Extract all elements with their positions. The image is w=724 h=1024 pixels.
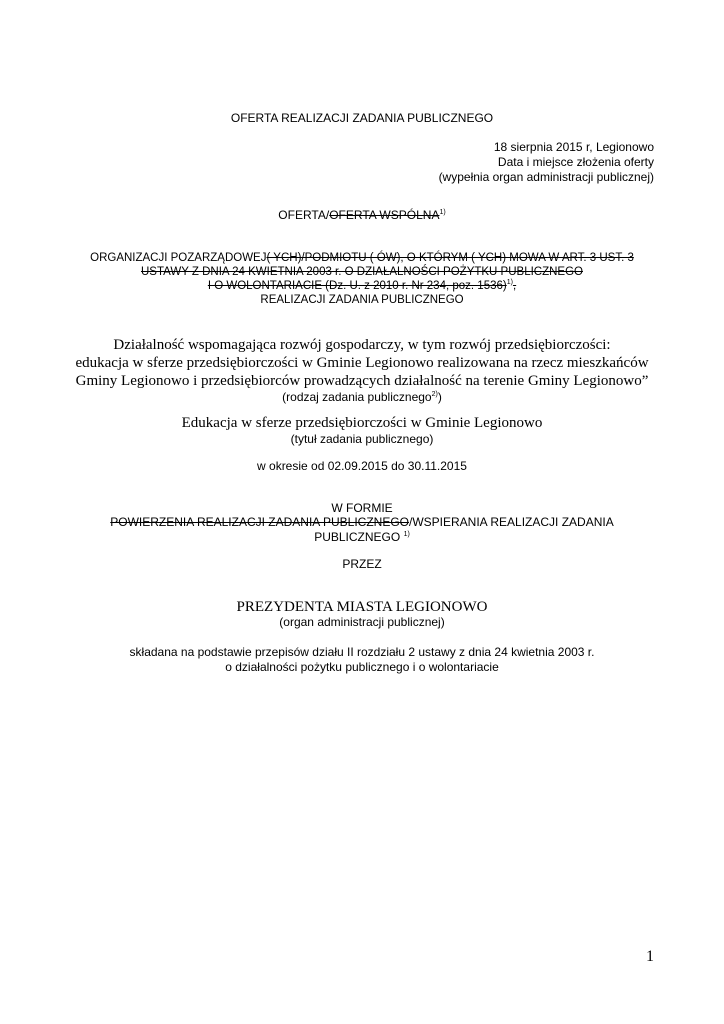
date-place: 18 sierpnia 2015 r, Legionowo	[493, 140, 654, 154]
form-line-2	[0, 530, 724, 544]
offer-type	[0, 208, 724, 222]
legal-basis-line-1: składana na podstawie przepisów działu II rozdziału 2 ustawy z dnia 24 kwietnia 2003 r.	[129, 645, 595, 659]
task-kind-line-1: Działalność wspomagająca rozwój gospodarczy, w tym rozwój przedsiębiorczości:	[113, 337, 611, 353]
organization-struck-tail: ,	[512, 280, 517, 292]
organization-struck-1: ( YCH)/PODMIOTU ( ÓW), O KTÓRYM ( YCH) MOWA W ART. 3 UST. 3	[266, 252, 634, 264]
task-title: Edukacja w sferze przedsiębiorczości w Gminie Legionowo	[181, 415, 543, 431]
form-line-1	[0, 515, 724, 529]
task-kind-line-2: edukacja w sferze przedsiębiorczości w Gminie Legionowo realizowana na rzecz mieszkańców	[75, 355, 649, 371]
organization-line-4: REALIZACJI ZADANIA PUBLICZNEGO	[260, 294, 464, 306]
organization-line-2	[0, 265, 724, 279]
date-label: Data i miejsce złożenia oferty	[497, 155, 654, 169]
task-title-caption: (tytuł zadania publicznego)	[290, 432, 434, 446]
organization-struck-3: I O WOLONTARIACIE (Dz. U. z 2010 r. Nr 234, poz. 1536)	[207, 280, 507, 292]
organization-struck-2: USTAWY Z DNIA 24 KWIETNIA 2003 r. O DZIAŁALNOŚCI POŻYTKU PUBLICZNEGO	[140, 266, 583, 278]
form-line-2-text: PUBLICZNEGO	[314, 530, 404, 544]
legal-basis-line-2: o działalności pożytku publicznego i o wolontariacie	[225, 660, 499, 674]
authority-caption: (organ administracji publicznej)	[279, 615, 445, 629]
form-kept: /WSPIERANIA REALIZACJI ZADANIA	[409, 515, 614, 529]
offer-type-kept: OFERTA/	[278, 208, 330, 222]
header-title: OFERTA REALIZACJI ZADANIA PUBLICZNEGO	[230, 111, 494, 125]
offer-type-footnote: 1)	[439, 209, 446, 216]
organization-kept: ORGANIZACJI POZARZĄDOWEJ	[90, 252, 267, 264]
offer-type-struck: OFERTA WSPÓLNA	[329, 208, 440, 222]
task-kind-footnote: 2)	[431, 391, 438, 398]
authority-name: PREZYDENTA MIASTA LEGIONOWO	[236, 599, 488, 615]
organization-footnote: 1)	[506, 279, 513, 286]
task-kind-caption-tail: )	[437, 390, 442, 404]
task-kind-caption	[0, 390, 724, 404]
organization-line-3	[0, 279, 724, 293]
task-kind-caption-text: (rodzaj zadania publicznego	[282, 390, 432, 404]
date-note: (wypełnia organ administracji publicznej)	[438, 170, 654, 184]
organization-line-1	[0, 251, 724, 265]
task-kind-line-3: Gminy Legionowo i przedsiębiorców prowadzących działalność na terenie Gminy Legionowo”	[75, 373, 649, 389]
period: w okresie od 02.09.2015 do 30.11.2015	[257, 459, 467, 473]
by-label: PRZEZ	[342, 557, 382, 571]
form-footnote: 1)	[403, 531, 410, 538]
form-heading: W FORMIE	[331, 501, 393, 515]
page-number: 1	[646, 948, 654, 965]
form-struck: POWIERZENIA REALIZACJI ZADANIA PUBLICZNEGO	[110, 515, 409, 529]
